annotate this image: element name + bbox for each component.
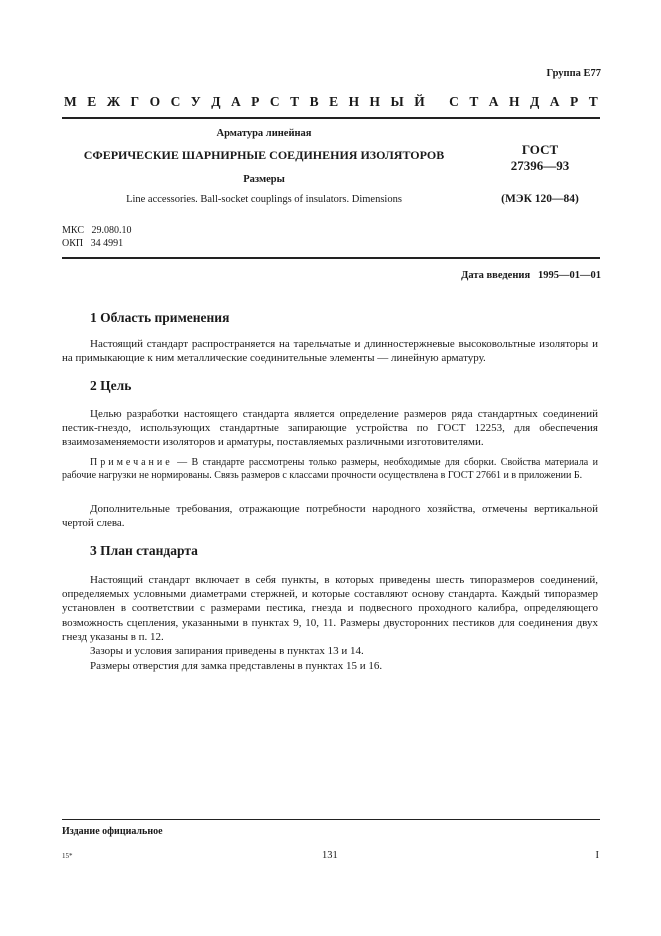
intro-date: Дата введения 1995—01—01 xyxy=(461,270,601,281)
okp-code: ОКП 34 4991 xyxy=(62,238,124,249)
banner-letter: Ы xyxy=(390,94,404,109)
section-2-heading: 2 Цель xyxy=(90,378,132,393)
banner-letter: А xyxy=(488,94,499,109)
banner-letter: С xyxy=(170,94,181,109)
banner-letter: Д xyxy=(530,94,540,109)
iec-reference: (МЭК 120—84) xyxy=(501,193,579,205)
section-3-paragraph: Настоящий стандарт включает в себя пункты, в которых приведены шесть типоразмеров соединений, определяемых условными диаметрами стержней, и которые составляют основу стандарта. Каждый типоразмер установлен в соответствии с размерами пестика, гнезда и подвесного проходного калибра, определяющего возможность сцепления, указанными в пунктах 9, 10, 11. Размеры двусторонних пестиков для соединения двух гнезд указаны в п. 12. xyxy=(62,574,598,643)
banner-letter: Р xyxy=(251,94,260,109)
signature-mark: 15* xyxy=(62,852,73,860)
mks-code: МКС 29.080.10 xyxy=(62,225,132,236)
banner-letter: С xyxy=(449,94,459,109)
banner-letter: Н xyxy=(348,94,360,109)
banner-letter: Р xyxy=(569,94,579,109)
group-code: Группа Е77 xyxy=(546,68,601,79)
section-2-note xyxy=(62,456,598,483)
banner-letter: Е xyxy=(87,94,97,109)
banner-letter: Ж xyxy=(106,94,121,109)
banner-letter: Й xyxy=(414,94,425,109)
section-3-clearances: Зазоры и условия запирания приведены в пунктах 13 и 14. xyxy=(90,645,364,657)
banner-letter: В xyxy=(309,94,319,109)
gost-number: 27396—93 xyxy=(510,158,570,173)
section-3-lock-holes: Размеры отверстия для замка представлены в пунктах 15 и 16. xyxy=(90,660,383,672)
banner-letter: Д xyxy=(211,94,221,109)
banner-letter: У xyxy=(190,94,201,109)
footer-divider xyxy=(62,819,600,820)
note-label: Примечание xyxy=(90,457,173,468)
title-block xyxy=(64,128,464,205)
gost-designation xyxy=(470,142,610,174)
classification-codes xyxy=(62,224,131,250)
banner-letter: А xyxy=(230,94,241,109)
section-1-paragraph: Настоящий стандарт распространяется на тарельчатые и длинностержневые высоковольтные изоляторы и на примыкающие к ним металлические соединительные элементы — линейную арматуру. xyxy=(62,338,598,365)
banner-letter: О xyxy=(149,94,161,109)
banner-letter: Т xyxy=(290,94,300,109)
official-edition: Издание официальное xyxy=(62,826,163,837)
section-2-additional: Дополнительные требования, отражающие потребности народного хозяйства, отмечены вертикальной чертой слева. xyxy=(62,503,598,530)
banner-letter: Т xyxy=(588,94,598,109)
subtitle: Размеры xyxy=(243,174,285,185)
header-divider xyxy=(62,257,600,259)
banner-letter: Е xyxy=(329,94,339,109)
english-title: Line accessories. Ball-socket couplings of insulators. Dimensions xyxy=(126,194,402,205)
main-title: СФЕРИЧЕСКИЕ ШАРНИРНЫЕ СОЕДИНЕНИЯ ИЗОЛЯТОРОВ xyxy=(83,148,445,162)
page-number: 131 xyxy=(322,850,338,861)
banner-letter: Н xyxy=(369,94,381,109)
section-3-heading: 3 План стандарта xyxy=(90,543,198,558)
category-title: Арматура линейная xyxy=(216,128,312,139)
note-text: — В стандарте рассмотрены только размеры, необходимые для сборки. Свойства материала и рабочие нагрузки не нормированы. Связь размеров с классами прочности осуществлена в ГОСТ 27661 и в приложении Б. xyxy=(62,457,598,482)
banner-letter: Г xyxy=(130,94,140,109)
banner-letter: А xyxy=(549,94,560,109)
roman-numeral: I xyxy=(595,850,599,861)
banner-letter: М xyxy=(64,94,77,109)
top-divider xyxy=(62,117,600,119)
banner-letter: Т xyxy=(469,94,479,109)
gost-label: ГОСТ xyxy=(521,142,559,157)
section-2-paragraph: Целью разработки настоящего стандарта является определение размеров ряда стандартных соединений пестик-гнездо, использующих стандартные запирающие устройства по ГОСТ 12253, для обеспечения взаимозаменяемости изоляторов и арматуры, поставляемых различными изготовителями. xyxy=(62,408,598,449)
banner-letter: Н xyxy=(509,94,520,109)
section-1-heading: 1 Область применения xyxy=(90,310,230,325)
banner-letter: С xyxy=(269,94,280,109)
banner-gap xyxy=(435,94,438,110)
interstate-standard-banner xyxy=(64,94,598,110)
